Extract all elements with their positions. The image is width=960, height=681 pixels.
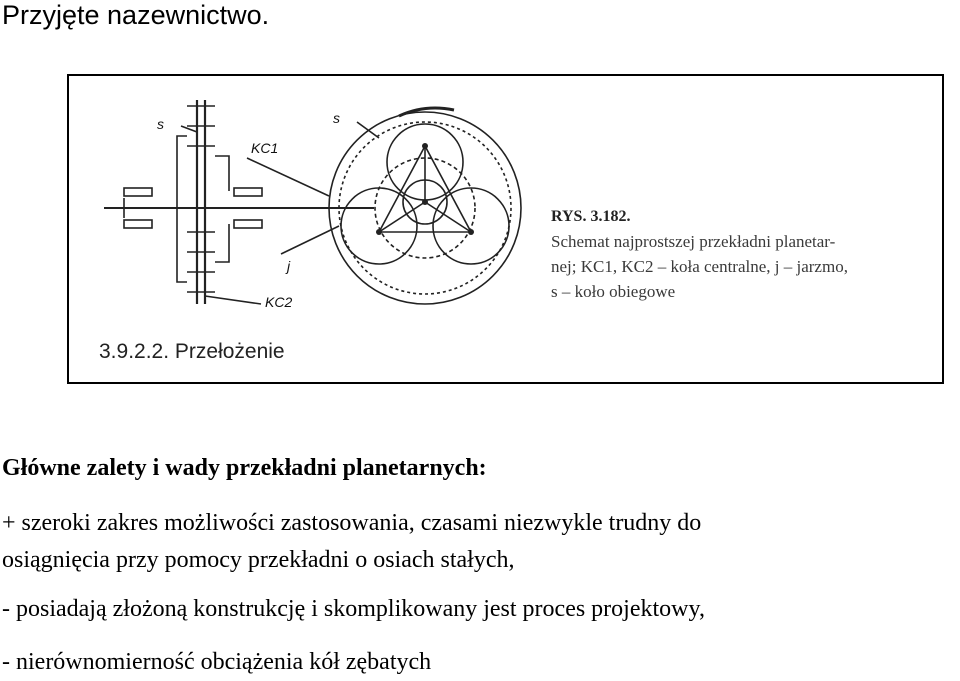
section-number: 3.9.2.2. Przełożenie xyxy=(99,340,285,363)
text-line: + szeroki zakres możliwości zastosowania, czasami niezwykle trudny do xyxy=(2,510,702,536)
caption-title: RYS. 3.182. xyxy=(551,208,631,225)
text-line: - nierównomierność obciążenia kół zębatych xyxy=(2,649,432,675)
caption-line: s – koło obiegowe xyxy=(551,282,676,301)
caption-line: nej; KC1, KC2 – koła centralne, j – jarzmo, xyxy=(551,257,848,276)
figure-caption xyxy=(551,204,931,304)
section-heading: Główne zalety i wady przekładni planetarnych: xyxy=(2,455,487,481)
text-line: - posiadają złożoną konstrukcję i skomplikowany jest proces projektowy, xyxy=(2,596,705,622)
caption-line: Schemat najprostszej przekładni planetar- xyxy=(551,232,836,251)
label-kc2: KC2 xyxy=(265,294,293,310)
label-j: j xyxy=(287,258,291,274)
label-kc1: KC1 xyxy=(251,140,279,156)
figure-scan xyxy=(67,74,944,384)
page-title: Przyjęte nazewnictwo. xyxy=(2,0,270,30)
label-s-left: s xyxy=(157,116,164,132)
label-s-top: s xyxy=(333,110,340,126)
text-line: osiągnięcia przy pomocy przekładni o osiach stałych, xyxy=(2,547,515,573)
